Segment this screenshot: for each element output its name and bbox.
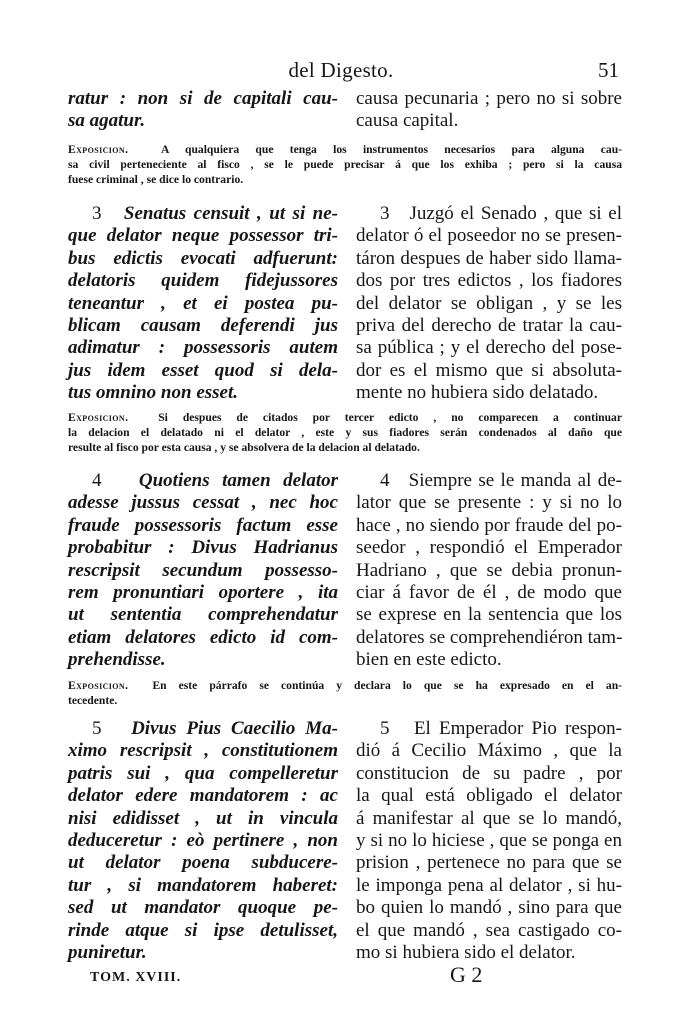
- latin-line: prehendisse.: [68, 649, 166, 671]
- opening-latin-column: [68, 88, 338, 133]
- latin-line: ximo rescripsit , constitutionem: [68, 740, 338, 762]
- latin-line: sed ut mandator quoque pe-: [68, 897, 338, 919]
- latin-line: sa agatur.: [68, 110, 146, 132]
- exposicion-label: Exposicion.: [68, 411, 129, 424]
- spanish-line: le imponga pena al delator , si hu-: [356, 874, 622, 896]
- exposicion-note: [68, 678, 622, 708]
- exposicion-text: la delacion el delatado ni el delator , este y sus fiadores serán condenados al daño que: [68, 426, 622, 439]
- exposicion-note: [68, 410, 622, 455]
- latin-line: patris sui , qua compelleretur: [68, 762, 338, 784]
- latin-line: teneantur , et ei postea pu-: [68, 292, 338, 314]
- exposicion-text: Si despues de citados por tercer edicto , no comparecen a continuar: [158, 411, 622, 424]
- latin-line: tus omnino non esset.: [68, 382, 238, 404]
- latin-line: adimatur : possessoris autem: [68, 337, 338, 359]
- spanish-line: dos por tres edictos , los fiadores: [356, 270, 622, 292]
- paragraph-5-spanish: [356, 718, 622, 964]
- page-number: 51: [598, 58, 619, 82]
- opening-spanish-column: [356, 88, 622, 133]
- spanish-line: sa pública ; y el derecho del pose-: [356, 337, 622, 359]
- latin-line: Quotiens tamen delator: [138, 470, 338, 491]
- spanish-line: delator ó el poseedor no se presen-: [356, 225, 622, 247]
- paragraph-number: 3: [92, 203, 102, 224]
- latin-line: que delator neque possessor tri-: [68, 225, 338, 247]
- latin-line: adesse jussus cessat , nec hoc: [68, 492, 338, 514]
- latin-line: rescripsit secundum possesso-: [68, 559, 338, 581]
- spanish-line: Juzgó el Senado , que si el: [409, 203, 622, 224]
- latin-line: deduceretur : eò pertinere , non: [68, 830, 338, 852]
- latin-line: bus edictis evocati adfuerunt:: [68, 247, 338, 269]
- exposicion-text: A qualquiera que tenga los instrumentos necesarios para alguna cau-: [160, 143, 623, 156]
- spanish-line: lator que se presente : y si no lo: [356, 492, 622, 514]
- spanish-line: táron despues de haber sido llama-: [356, 247, 622, 269]
- paragraph-number: 3: [380, 203, 390, 224]
- exposicion-text: sa civil perteneciente al fisco , se le puede precisar á que los exhiba ; pero si la causa: [68, 158, 622, 171]
- latin-line: blicam causam deferendi jus: [68, 315, 338, 337]
- spanish-line: causa capital.: [356, 110, 459, 132]
- paragraph-4-latin: [68, 470, 338, 672]
- spanish-line: Siempre se le manda al de-: [408, 470, 622, 491]
- exposicion-note: [68, 142, 622, 187]
- signature-mark: G 2: [450, 962, 483, 987]
- exposicion-text: En este párrafo se continúa y declara lo que se ha expresado en el an-: [152, 679, 623, 692]
- exposicion-label: Exposicion.: [68, 143, 129, 156]
- spanish-line: Hadriano , que se debia pronun-: [356, 559, 622, 581]
- latin-line: ratur : non si de capitali cau-: [68, 88, 338, 109]
- paragraph-3-latin: [68, 203, 338, 405]
- spanish-line: bo quien lo mandó , sino para que: [356, 897, 622, 919]
- page-header-title: del Digesto.: [288, 58, 394, 82]
- exposicion-text: fuese criminal , se dice lo contrario.: [68, 173, 244, 186]
- paragraph-5-latin: [68, 718, 338, 964]
- spanish-line: se exprese en la sentencia que los: [356, 604, 622, 626]
- paragraph-number: 5: [380, 718, 390, 739]
- latin-line: nisi edidisset , ut in vincula: [68, 807, 338, 829]
- latin-line: Senatus censuit , ut si ne-: [123, 203, 339, 224]
- exposicion-label: Exposicion.: [68, 679, 129, 692]
- spanish-line: dió á Cecilio Máximo , que la: [356, 740, 622, 762]
- spanish-line: mente no hubiera sido delatado.: [356, 382, 599, 404]
- spanish-line: ciar á favor de él , de modo que: [356, 582, 622, 604]
- spanish-line: causa pecunaria ; pero no si sobre: [356, 88, 622, 109]
- latin-line: tur , si mandatorem haberet:: [68, 874, 338, 896]
- exposicion-text: resulte al fisco por esta causa , y se absolvera de la delacion al delatado.: [68, 441, 420, 454]
- latin-line: probabitur : Divus Hadrianus: [68, 537, 338, 559]
- spanish-line: bien en este edicto.: [356, 649, 502, 671]
- latin-line: delatoris quidem fidejussores: [68, 270, 338, 292]
- latin-line: ut delator poena subducere-: [68, 852, 338, 874]
- spanish-line: priva del derecho de tratar la cau-: [356, 315, 622, 337]
- paragraph-3-spanish: [356, 203, 622, 405]
- spanish-line: seedor , respondió el Emperador: [356, 537, 622, 559]
- latin-line: rem pronuntiari oportere , ita: [68, 582, 338, 604]
- spanish-line: el que mandó , sea castigado co-: [356, 919, 622, 941]
- spanish-line: prision , pertenece no para que se: [356, 852, 622, 874]
- paragraph-4-spanish: [356, 470, 622, 672]
- latin-line: delator edere mandatorem : ac: [68, 785, 338, 807]
- spanish-line: dor es el mismo que si absoluta-: [356, 359, 622, 381]
- spanish-line: la qual está obligado el delator: [356, 785, 622, 807]
- spanish-line: á manifestar al que se lo mandó,: [356, 807, 622, 829]
- spanish-line: del delator se obligan , y se les: [356, 292, 622, 314]
- spanish-line: hace , no siendo por fraude del po-: [356, 514, 622, 536]
- latin-line: puniretur.: [68, 942, 147, 964]
- paragraph-number: 4: [92, 470, 102, 491]
- paragraph-number: 5: [92, 718, 102, 739]
- volume-label: TOM. XVIII.: [90, 970, 182, 985]
- spanish-line: y si no lo hiciese , que se ponga en: [356, 830, 622, 852]
- latin-line: fraude possessoris factum esse: [68, 514, 338, 536]
- spanish-line: delatores se comprehendiéron tam-: [356, 626, 623, 648]
- latin-line: jus idem esset quod si dela-: [68, 359, 338, 381]
- latin-line: Divus Pius Caecilio Ma-: [131, 718, 338, 739]
- spanish-line: mo si hubiera sido el delator.: [356, 942, 576, 964]
- spanish-line: constitucion de su padre , por: [356, 762, 622, 784]
- latin-line: rinde atque si ipse detulisset,: [68, 919, 338, 941]
- spanish-line: El Emperador Pio respon-: [413, 718, 622, 739]
- exposicion-text: tecedente.: [68, 694, 118, 707]
- latin-line: etiam delatores edicto id com-: [68, 626, 338, 648]
- paragraph-number: 4: [380, 470, 390, 491]
- latin-line: ut sententia comprehendatur: [68, 604, 338, 626]
